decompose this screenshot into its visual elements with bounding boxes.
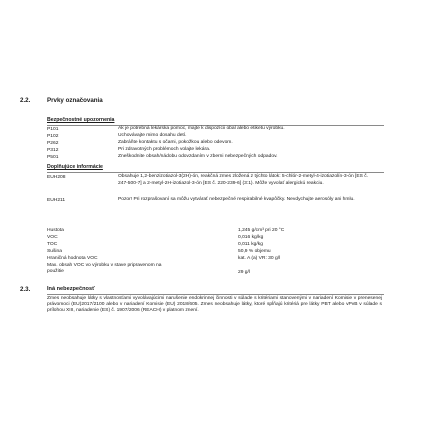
statement-code: P501	[47, 155, 59, 160]
statement-code: P262	[47, 141, 59, 146]
statement-text: Zneškodnite obsah/nádobu odovzdaním v zberni nebezpečných odpadov.	[118, 154, 278, 159]
statement-text: Pri zdravotných problémoch volajte lekára.	[118, 147, 211, 152]
property-value: 0,011 kg/kg	[238, 242, 263, 247]
statement-text: Ak je potrebná lekárska pomoc, majte k dispozícii obal alebo etiketu výrobku.	[118, 126, 285, 131]
statement-text: Obsahuje 1,2-benzizotiazol-3(2H)-ón, reakčná zmes zložená z týchto látok: 5-chlór-2-metyl-4-izotiazolín-3-ón [ES č. 247-500-7] a 2-metyl-2H-izotiazol-3-ón [ES č. 220-239-6] (3:1). Môže vyvolať alergickú reakciu.	[118, 174, 369, 186]
precautions-heading: Bezpečnostné upozornenia	[47, 117, 115, 123]
property-label: VOC	[47, 235, 58, 240]
property-value: kat. A (a) VR: 30 g/l	[238, 256, 281, 261]
supplementary-heading: Doplňujúce informácie	[47, 164, 103, 170]
property-label: Max. obsah VOC vo výrobku v stave pripravenom na použitie	[47, 263, 162, 275]
property-value: 1,245 g/cm³ pri 20 °C	[238, 228, 285, 233]
statement-text: Pozor! Pri rozprašovaní sa môžu vytvárať nebezpečné respirabilné kvapôčky. Nevdychujte aerosóly ani hmlu.	[118, 197, 355, 202]
property-label: Hraničná hodnota VOC	[47, 256, 98, 261]
divider	[47, 172, 384, 173]
property-label: Sušina	[47, 249, 62, 254]
statement-code: EUH211	[47, 198, 66, 203]
section-number-2-2: 2.2.	[20, 97, 31, 104]
property-label: TOC	[47, 242, 58, 247]
statement-code: EUH208	[47, 175, 66, 180]
other-hazards-text: Zmes neobsahuje látky s vlastnosťami vyvolávajúcimi narušenie endokrinnej činnosti v súlade s kritériami stanovenými v nariadení Komisie v prenesenej právomoci (EU)2017/2100 alebo v nariadení Komisie (EU) 2018/605. Zmes neobsahuje látky, ktoré spĺňajú kritériá pre látky PBT alebo vPvB v súlade s prílohou XIII, nariadenie (ES) č. 1907/2006 (REACH) v platnom znení.	[47, 296, 382, 314]
statement-code: P312	[47, 148, 59, 153]
property-label: Hustota	[47, 228, 64, 233]
divider	[47, 294, 384, 295]
statement-code: P102	[47, 134, 59, 139]
property-value: 50,9 % objemu	[238, 249, 271, 254]
property-value: 29 g/l	[238, 270, 250, 275]
section-title-labelling: Prvky označovania	[47, 97, 103, 104]
statement-text: Zabráňte kontaktu s očami, pokožkou alebo odevom.	[118, 140, 233, 145]
section-title-other-hazards: Iná nebezpečnosť	[47, 286, 95, 292]
section-number-2-3: 2.3.	[20, 286, 31, 293]
statement-text: Uchovávajte mimo dosahu detí.	[118, 133, 187, 138]
statement-code: P101	[47, 127, 59, 132]
property-value: 0,016 kg/kg	[238, 235, 264, 240]
